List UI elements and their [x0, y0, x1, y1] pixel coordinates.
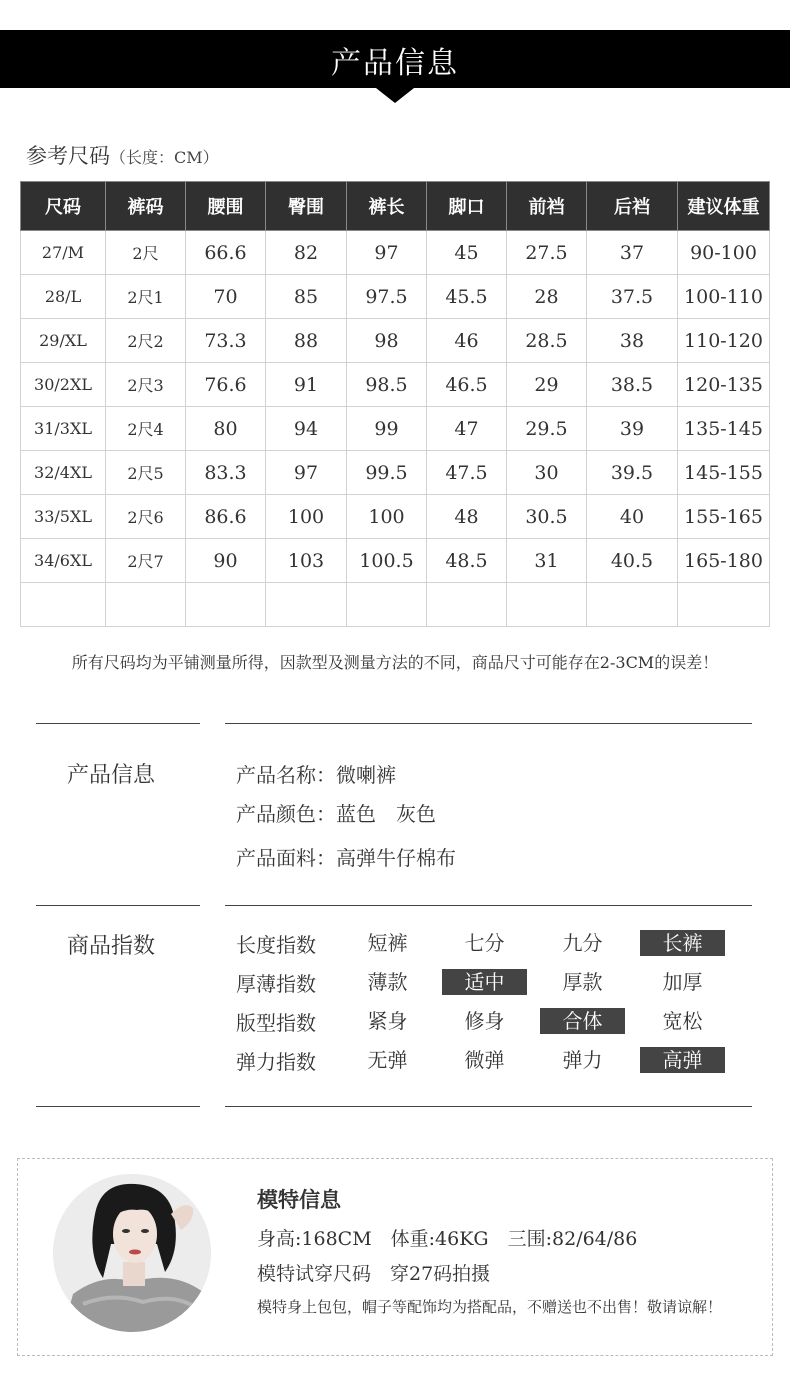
- table-cell: 28: [507, 275, 587, 319]
- table-cell: 29/XL: [21, 319, 106, 363]
- table-cell: 99.5: [347, 451, 427, 495]
- table-cell: 70: [186, 275, 266, 319]
- index-option: 修身: [464, 1009, 505, 1033]
- divider: [225, 1106, 752, 1107]
- index-row-label: 版型指数: [236, 1011, 316, 1035]
- table-cell: 98.5: [347, 363, 427, 407]
- table-cell: 66.6: [186, 231, 266, 275]
- size-table: [20, 181, 770, 627]
- model-size-worn: 模特试穿尺码 穿27码拍摄: [257, 1263, 491, 1285]
- table-cell: 2尺4: [106, 407, 186, 451]
- table-cell: 100: [347, 495, 427, 539]
- table-row: [21, 275, 770, 319]
- table-cell: 39.5: [587, 451, 678, 495]
- table-cell: 38.5: [587, 363, 678, 407]
- product-name-line: [236, 759, 396, 788]
- page-title: 产品信息: [331, 46, 459, 81]
- table-cell: 91: [266, 363, 347, 407]
- product-info-title: 产品信息: [67, 763, 156, 788]
- table-cell: 82: [266, 231, 347, 275]
- index-option: 短裤: [367, 931, 408, 955]
- index-option: 宽松: [662, 1009, 703, 1033]
- divider: [225, 905, 752, 906]
- index-option: 弹力: [562, 1048, 603, 1072]
- table-cell: 86.6: [186, 495, 266, 539]
- index-option-selected: 高弹: [640, 1047, 725, 1073]
- table-cell: 31/3XL: [21, 407, 106, 451]
- index-row-label: 弹力指数: [236, 1050, 316, 1074]
- table-cell: 88: [266, 319, 347, 363]
- table-cell: 100.5: [347, 539, 427, 583]
- product-index-title: 商品指数: [67, 934, 156, 959]
- table-cell: [347, 583, 427, 627]
- table-cell: 46: [427, 319, 507, 363]
- product-color-line: [236, 798, 436, 827]
- table-header-cell: 尺码: [21, 182, 106, 231]
- table-cell: 99: [347, 407, 427, 451]
- divider: [225, 723, 752, 724]
- table-header-cell: 裤长: [347, 182, 427, 231]
- table-cell: 90: [186, 539, 266, 583]
- size-reference-label: 参考尺码: [26, 144, 110, 168]
- table-row: [21, 451, 770, 495]
- model-info-title: 模特信息: [257, 1187, 341, 1212]
- table-header-cell: 建议体重: [678, 182, 770, 231]
- divider: [36, 723, 200, 724]
- table-cell: 28/L: [21, 275, 106, 319]
- banner-arrow-decoration: [376, 88, 414, 103]
- product-fabric-value: 高弹牛仔棉布: [336, 846, 456, 870]
- product-fabric-line: [236, 842, 456, 871]
- table-cell: 40: [587, 495, 678, 539]
- table-cell: 97.5: [347, 275, 427, 319]
- size-reference-title: [26, 140, 219, 170]
- index-option: 紧身: [367, 1009, 408, 1033]
- table-cell: 27.5: [507, 231, 587, 275]
- table-cell: 45.5: [427, 275, 507, 319]
- table-cell: 33/5XL: [21, 495, 106, 539]
- index-option: 薄款: [367, 970, 408, 994]
- product-fabric-label: 产品面料：: [236, 846, 336, 870]
- model-stats: 身高:168CM 体重:46KG 三围:82/64/86: [257, 1228, 638, 1250]
- table-header-cell: 前裆: [507, 182, 587, 231]
- table-cell: 45: [427, 231, 507, 275]
- table-cell: [427, 583, 507, 627]
- table-row: [21, 363, 770, 407]
- table-cell: 165-180: [678, 539, 770, 583]
- index-option-selected: 合体: [540, 1008, 625, 1034]
- index-option: 无弹: [367, 1048, 408, 1072]
- table-cell: 37: [587, 231, 678, 275]
- table-cell: 100-110: [678, 275, 770, 319]
- table-header-row: [21, 182, 770, 231]
- table-cell: 30.5: [507, 495, 587, 539]
- table-cell: 29: [507, 363, 587, 407]
- model-portrait-image: [53, 1174, 211, 1332]
- table-row: [21, 407, 770, 451]
- table-cell: 38: [587, 319, 678, 363]
- table-row: [21, 231, 770, 275]
- table-cell: 2尺1: [106, 275, 186, 319]
- table-cell: 48.5: [427, 539, 507, 583]
- table-cell: [106, 583, 186, 627]
- table-cell: 94: [266, 407, 347, 451]
- table-header-cell: 后裆: [587, 182, 678, 231]
- table-cell: 80: [186, 407, 266, 451]
- index-row-label: 长度指数: [236, 933, 316, 957]
- table-cell: 98: [347, 319, 427, 363]
- header-banner: [0, 30, 790, 88]
- table-cell: 37.5: [587, 275, 678, 319]
- table-cell: [507, 583, 587, 627]
- table-cell: 145-155: [678, 451, 770, 495]
- table-cell: 85: [266, 275, 347, 319]
- table-cell: 28.5: [507, 319, 587, 363]
- table-cell: [21, 583, 106, 627]
- table-cell: 103: [266, 539, 347, 583]
- product-color-value: 蓝色 灰色: [336, 802, 436, 826]
- table-cell: 155-165: [678, 495, 770, 539]
- divider: [36, 1106, 200, 1107]
- table-row: [21, 319, 770, 363]
- index-option-selected: 长裤: [640, 930, 725, 956]
- table-cell: 32/4XL: [21, 451, 106, 495]
- table-cell: 48: [427, 495, 507, 539]
- table-cell: 40.5: [587, 539, 678, 583]
- table-cell: 76.6: [186, 363, 266, 407]
- table-cell: 46.5: [427, 363, 507, 407]
- index-row-label: 厚薄指数: [236, 972, 316, 996]
- table-header-cell: 裤码: [106, 182, 186, 231]
- table-cell: 97: [266, 451, 347, 495]
- product-name-label: 产品名称：: [236, 763, 336, 787]
- table-cell: [587, 583, 678, 627]
- table-row: [21, 539, 770, 583]
- table-cell: 2尺5: [106, 451, 186, 495]
- table-cell: 30/2XL: [21, 363, 106, 407]
- table-cell: 39: [587, 407, 678, 451]
- model-photo: [53, 1174, 211, 1332]
- table-cell: 120-135: [678, 363, 770, 407]
- table-cell: 90-100: [678, 231, 770, 275]
- product-color-label: 产品颜色：: [236, 802, 336, 826]
- table-cell: 2尺3: [106, 363, 186, 407]
- index-option-selected: 适中: [442, 969, 527, 995]
- table-cell: 2尺7: [106, 539, 186, 583]
- measurement-note: 所有尺码均为平铺测量所得，因款型及测量方法的不同，商品尺寸可能存在2-3CM的误差！: [71, 653, 719, 672]
- index-option: 九分: [562, 931, 603, 955]
- model-disclaimer: 模特身上包包，帽子等配饰均为搭配品，不赠送也不出售！敬请谅解！: [257, 1298, 723, 1316]
- table-cell: 31: [507, 539, 587, 583]
- table-cell: 30: [507, 451, 587, 495]
- table-row: [21, 495, 770, 539]
- table-cell: 110-120: [678, 319, 770, 363]
- table-cell: 83.3: [186, 451, 266, 495]
- divider: [36, 905, 200, 906]
- table-cell: 34/6XL: [21, 539, 106, 583]
- table-cell: 29.5: [507, 407, 587, 451]
- table-cell: [186, 583, 266, 627]
- table-cell: 135-145: [678, 407, 770, 451]
- table-header-cell: 臀围: [266, 182, 347, 231]
- table-cell: 47.5: [427, 451, 507, 495]
- table-cell: 100: [266, 495, 347, 539]
- index-option: 微弹: [464, 1048, 505, 1072]
- table-cell: 2尺: [106, 231, 186, 275]
- table-cell: 97: [347, 231, 427, 275]
- table-header-cell: 腰围: [186, 182, 266, 231]
- table-cell: 73.3: [186, 319, 266, 363]
- table-cell: 47: [427, 407, 507, 451]
- table-row: [21, 583, 770, 627]
- table-cell: 2尺6: [106, 495, 186, 539]
- index-option: 加厚: [662, 970, 703, 994]
- index-option: 七分: [464, 931, 505, 955]
- table-header-cell: 脚口: [427, 182, 507, 231]
- unit-note: （长度：CM）: [110, 148, 219, 167]
- product-name-value: 微喇裤: [336, 763, 396, 787]
- table-cell: [266, 583, 347, 627]
- index-option: 厚款: [562, 970, 603, 994]
- table-cell: [678, 583, 770, 627]
- table-cell: 27/M: [21, 231, 106, 275]
- table-cell: 2尺2: [106, 319, 186, 363]
